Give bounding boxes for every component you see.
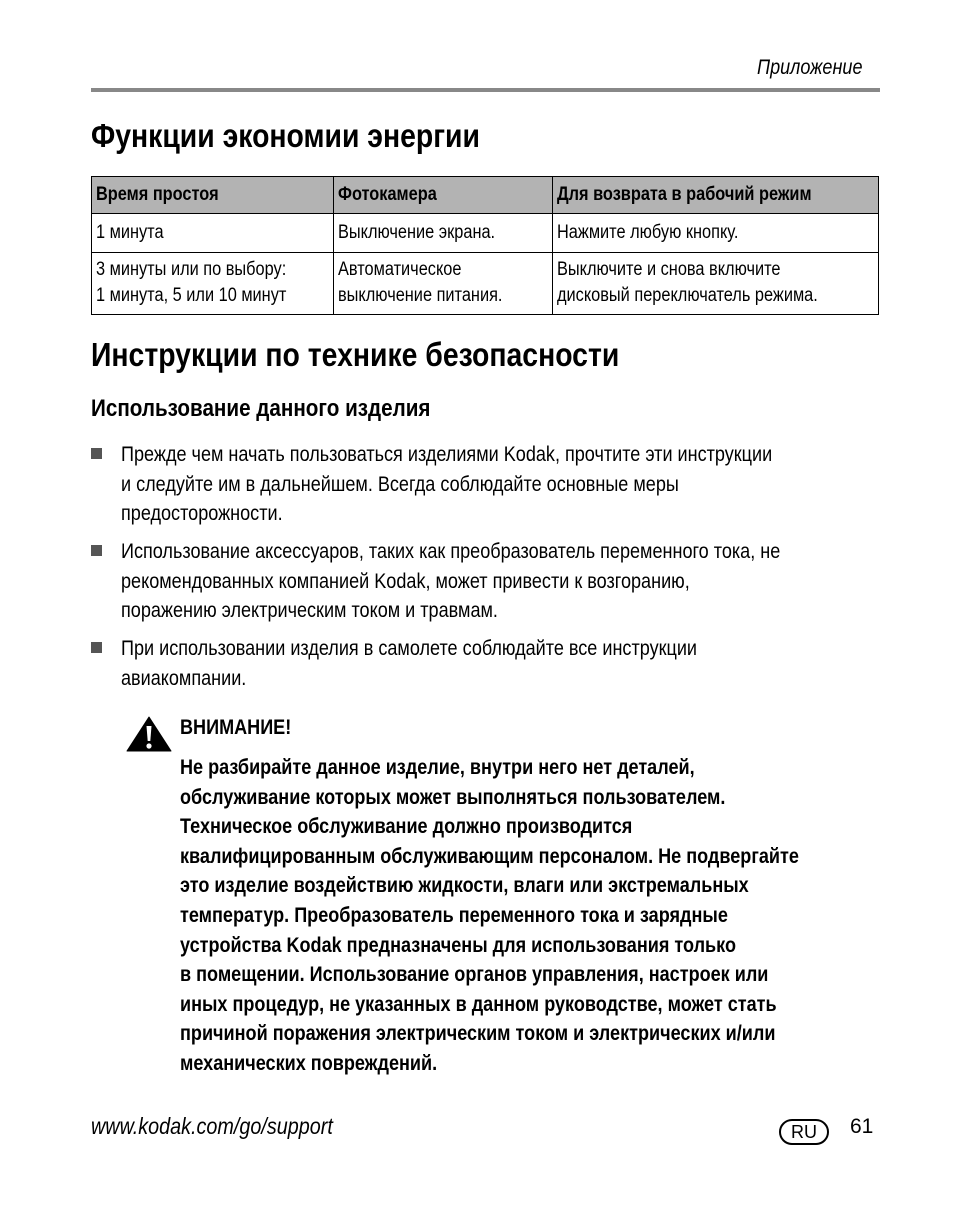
table-cell: Выключите и снова включите дисковый переключатель режима. bbox=[553, 253, 879, 315]
bullet-square-icon bbox=[91, 642, 102, 653]
table-cell: Выключение экрана. bbox=[334, 214, 553, 253]
energy-saving-table bbox=[91, 176, 879, 315]
table-header-row bbox=[92, 177, 879, 214]
table-cell: 1 минута bbox=[92, 214, 334, 253]
warning-triangle-icon bbox=[126, 716, 172, 752]
page-number: 61 bbox=[850, 1115, 874, 1138]
header-rule bbox=[91, 88, 880, 92]
table-cell: Нажмите любую кнопку. bbox=[553, 214, 879, 253]
safety-heading: Инструкции по технике безопасности bbox=[91, 336, 620, 373]
product-use-subheading: Использование данного изделия bbox=[91, 395, 431, 422]
warning-text: Не разбирайте данное изделие, внутри него нет деталей, обслуживание которых может выполняться пользователем. Техническое обслуживание должно производится квалифицированным обслуживающим персоналом. Не подвергайте это изделие воздействию жидкости, влаги или экстремальных температур. Преобразователь переменного тока и зарядные устройства Kodak предназначены для использования только в помещении. Использование органов управления, настроек или иных процедур, не указанных в данном руководстве, может стать причиной поражения электрическим током и электрических и/или механических повреждений. bbox=[180, 756, 799, 1075]
support-url-link[interactable]: www.kodak.com/go/support bbox=[91, 1113, 333, 1139]
bullet-square-icon bbox=[91, 545, 102, 556]
warning-title: ВНИМАНИЕ! bbox=[180, 716, 292, 739]
table-cell: Автоматическое выключение питания. bbox=[334, 253, 553, 315]
energy-saving-heading: Функции экономии энергии bbox=[91, 117, 480, 154]
table-header-cell: Для возврата в рабочий режим bbox=[553, 177, 879, 214]
table-row bbox=[92, 253, 879, 315]
table-header-cell: Фотокамера bbox=[334, 177, 553, 214]
running-head: Приложение bbox=[757, 56, 863, 79]
table-cell: 3 минуты или по выбору: 1 минута, 5 или 10 минут bbox=[92, 253, 334, 315]
table-header-cell: Время простоя bbox=[92, 177, 334, 214]
table-row bbox=[92, 214, 879, 253]
bullet-square-icon bbox=[91, 448, 102, 459]
language-badge: RU bbox=[779, 1119, 829, 1145]
